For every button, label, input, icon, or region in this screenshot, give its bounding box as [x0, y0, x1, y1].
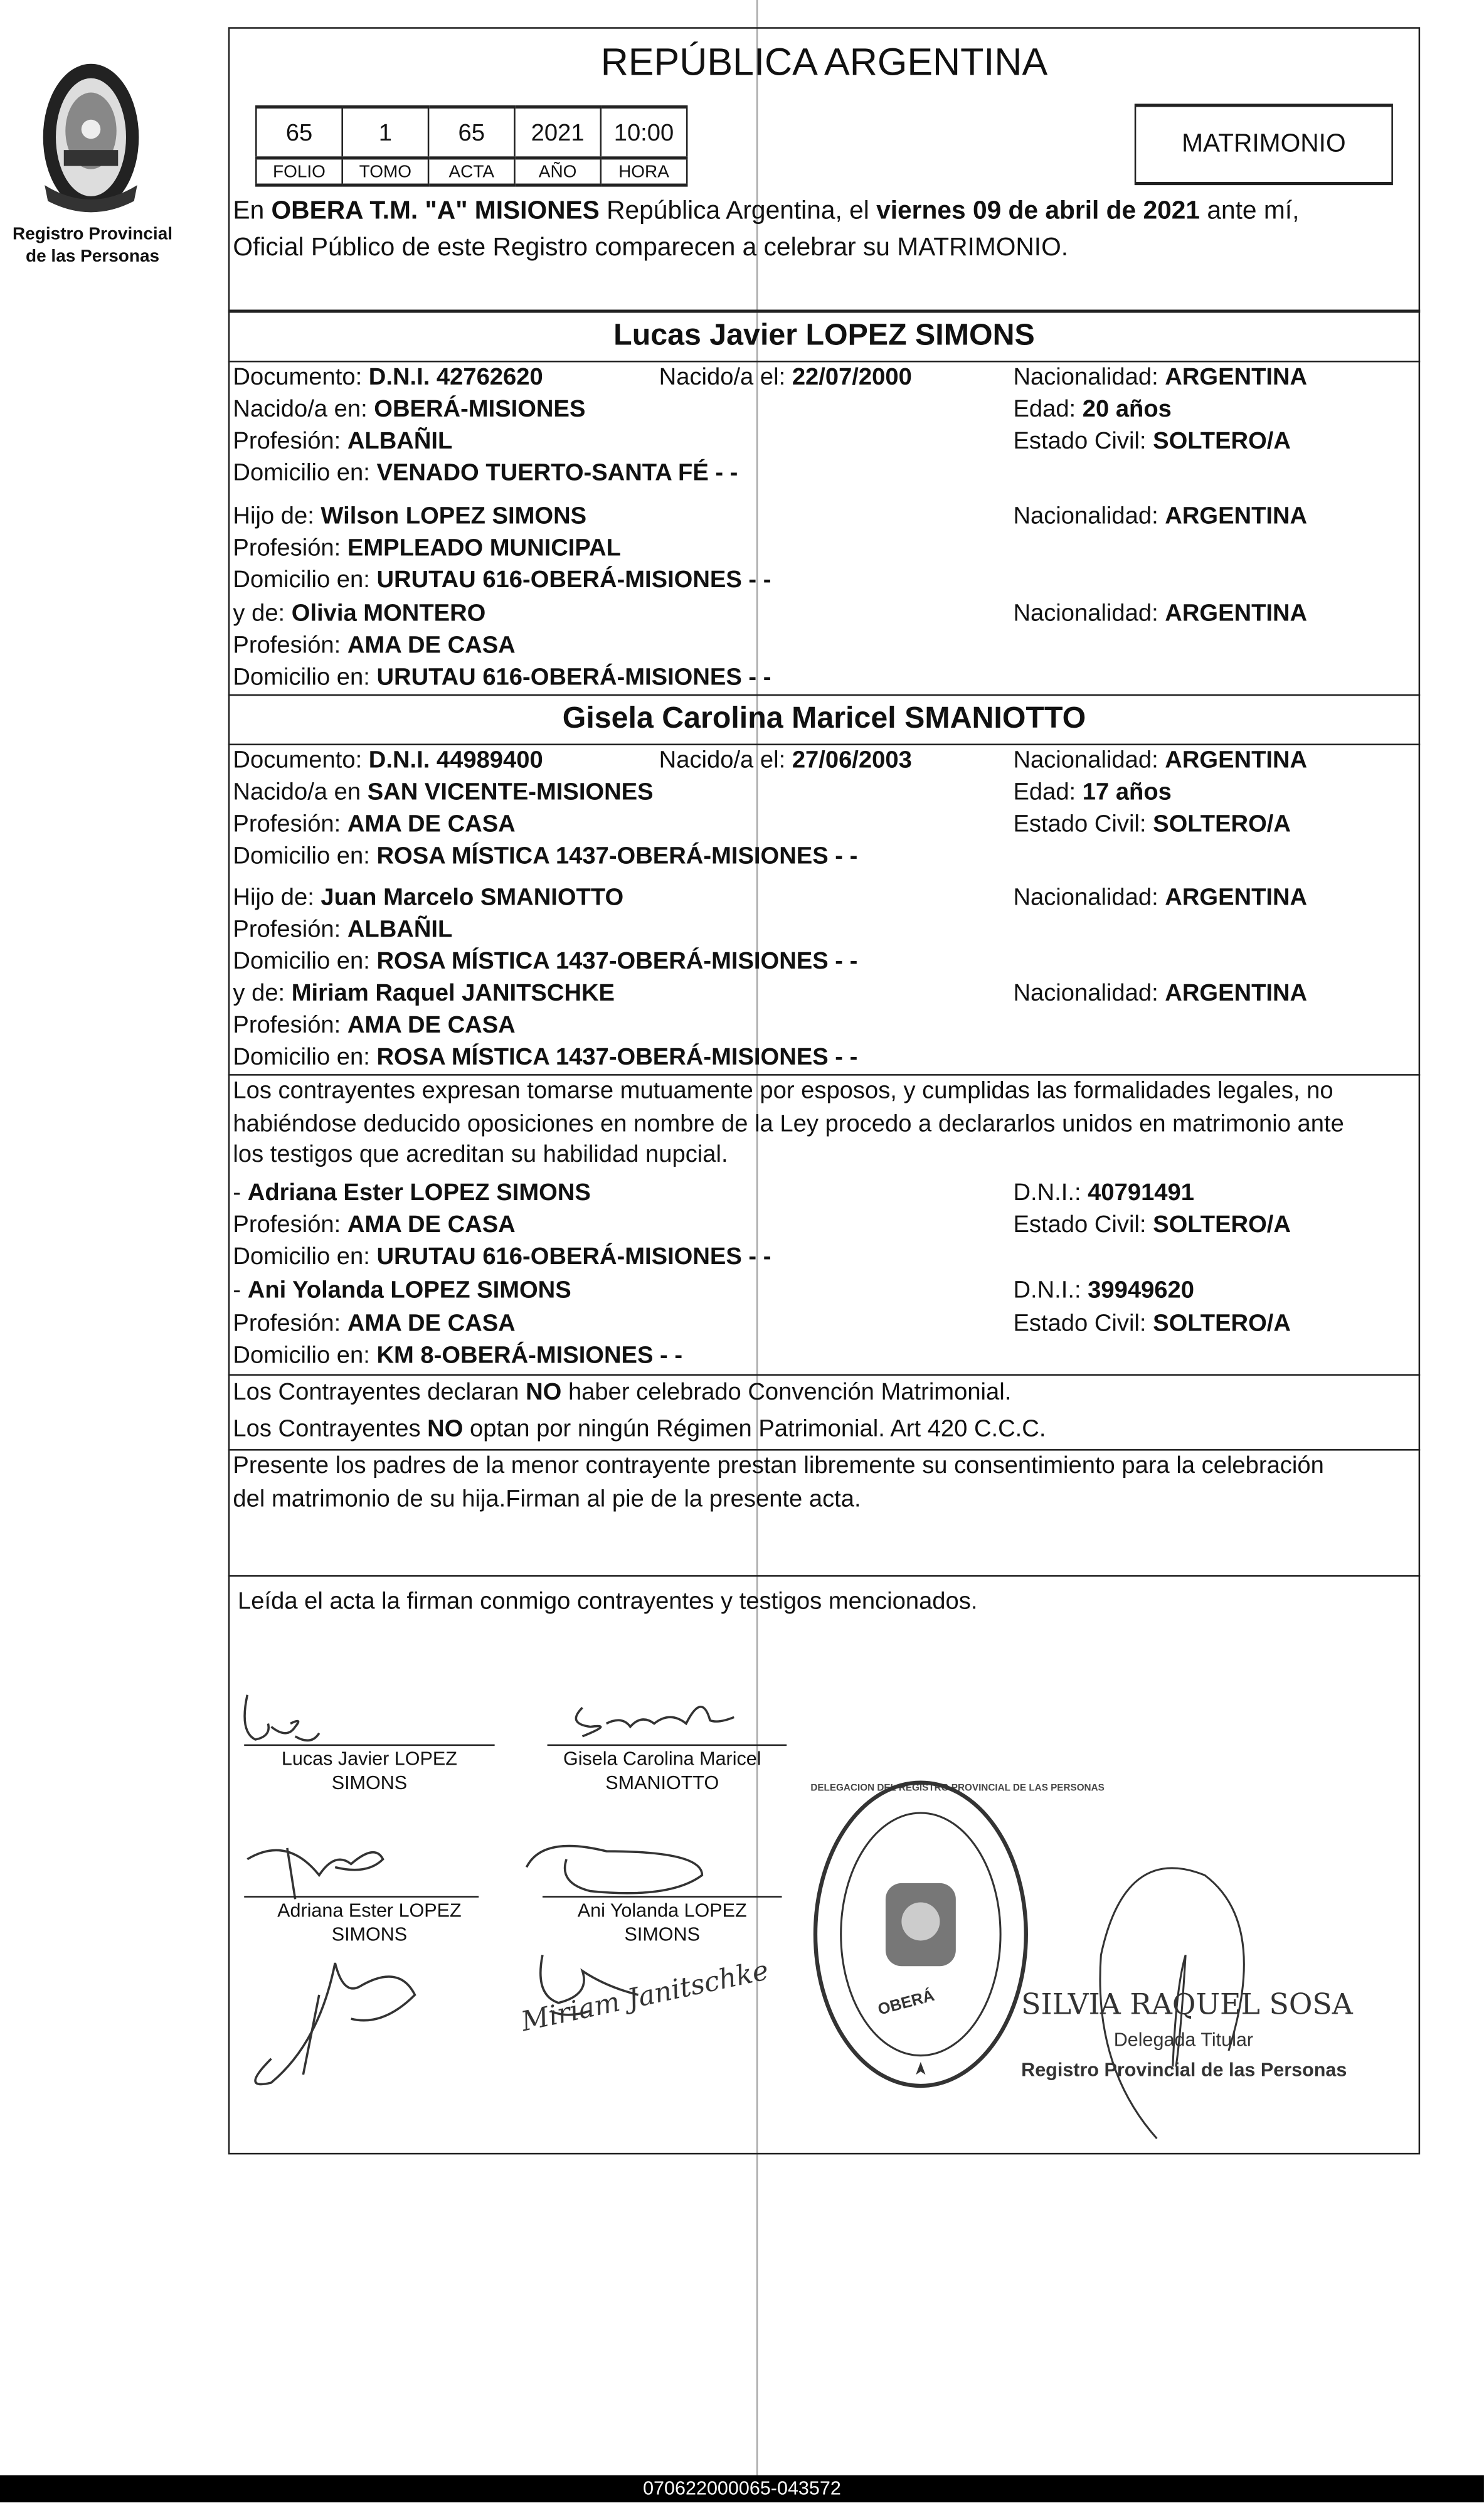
consent-line-1: Presente los padres de la menor contrayente prestan libremente su consentimiento para la celebración — [233, 1452, 1324, 1480]
witness-2-profesion: Profesión: AMA DE CASA — [233, 1310, 516, 1337]
convention-line: Los Contrayentes declaran NO haber celebrado Convención Matrimonial. — [233, 1379, 1012, 1406]
bride-domicilio: Domicilio en: ROSA MÍSTICA 1437-OBERÁ-MISIONES - - — [233, 842, 858, 870]
acta-label: ACTA — [428, 158, 514, 185]
regime-line: Los Contrayentes NO optan por ningún Régimen Patrimonial. Art 420 C.C.C. — [233, 1415, 1046, 1443]
declaration-line-1: Los contrayentes expresan tomarse mutuamente por esposos, y cumplidas las formalidades legales, no — [233, 1077, 1333, 1105]
signature-adriana — [247, 1848, 383, 1899]
witness-1-name: - Adriana Ester LOPEZ SIMONS — [233, 1179, 591, 1207]
folio-label: FOLIO — [256, 158, 342, 185]
signature-label-witness-1: Adriana Ester LOPEZ SIMONS — [277, 1899, 462, 1946]
page-title: REPÚBLICA ARGENTINA — [600, 41, 1048, 85]
official-signature — [1061, 1827, 1285, 2147]
barcode-footer — [0, 2475, 1484, 2502]
groom-mother-nacionalidad: Nacionalidad: ARGENTINA — [1013, 600, 1308, 627]
bride-mother: y de: Miriam Raquel JANITSCHKE — [233, 980, 615, 1007]
groom-documento: Documento: D.N.I. 42762620 — [233, 364, 543, 391]
bride-mother-domicilio: Domicilio en: ROSA MÍSTICA 1437-OBERÁ-MISIONES - - — [233, 1043, 858, 1071]
witness-2-dni: D.N.I.: 39949620 — [1013, 1277, 1194, 1304]
act-type-box: MATRIMONIO — [1135, 104, 1393, 185]
bride-nacido-el: Nacido/a el: 27/06/2003 — [659, 747, 912, 774]
anio-label: AÑO — [514, 158, 600, 185]
groom-nacido-el: Nacido/a el: 22/07/2000 — [659, 364, 912, 391]
groom-father-profesion: Profesión: EMPLEADO MUNICIPAL — [233, 534, 621, 562]
consent-line-2: del matrimonio de su hija.Firman al pie de la presente acta. — [233, 1485, 861, 1513]
declaration-line-3: los testigos que acreditan su habilidad nupcial. — [233, 1140, 728, 1169]
bride-father-profesion: Profesión: ALBAÑIL — [233, 916, 453, 943]
read-statement: Leída el acta la firman conmigo contrayentes y testigos mencionados. — [238, 1588, 978, 1615]
registry-name-line2: de las Personas — [25, 247, 160, 267]
groom-father: Hijo de: Wilson LOPEZ SIMONS — [233, 502, 587, 530]
star-icon — [916, 2062, 925, 2075]
witness-2-domicilio: Domicilio en: KM 8-OBERÁ-MISIONES - - — [233, 1342, 683, 1369]
provincial-seal-icon — [23, 58, 160, 217]
declaration-line-2: habiéndose deducido oposiciones en nombre de la Ley procedo a declararlos unidos en matrimonio ante — [233, 1110, 1344, 1138]
registry-name-line1: Registro Provincial — [12, 225, 173, 245]
handwritten-mother-name: Miriam Janitschke — [518, 1955, 772, 2039]
official-name: SILVIA RAQUEL SOSA — [1021, 1988, 1353, 2022]
groom-mother-domicilio: Domicilio en: URUTAU 616-OBERÁ-MISIONES - - — [233, 664, 771, 691]
bride-mother-nacionalidad: Nacionalidad: ARGENTINA — [1013, 980, 1308, 1007]
groom-nacionalidad: Nacionalidad: ARGENTINA — [1013, 364, 1308, 391]
signature-father — [255, 1963, 415, 2084]
anio-value: 2021 — [514, 107, 600, 157]
groom-estado-civil: Estado Civil: SOLTERO/A — [1013, 427, 1291, 455]
bride-name-header: Gisela Carolina Maricel SMANIOTTO — [562, 702, 1086, 736]
signature-label-bride: Gisela Carolina Maricel SMANIOTTO — [563, 1747, 761, 1794]
tomo-value: 1 — [342, 107, 428, 157]
intro-line-2: Oficial Público de este Registro comparecen a celebrar su MATRIMONIO. — [233, 234, 1069, 262]
official-office: Registro Provincial de las Personas — [1021, 2058, 1347, 2081]
bride-profesion: Profesión: AMA DE CASA — [233, 810, 516, 838]
groom-mother: y de: Olivia MONTERO — [233, 600, 486, 627]
bride-estado-civil: Estado Civil: SOLTERO/A — [1013, 810, 1291, 838]
bride-nacionalidad: Nacionalidad: ARGENTINA — [1013, 747, 1308, 774]
signature-ani — [527, 1846, 702, 1893]
official-stamp — [806, 1775, 1105, 2094]
folio-value: 65 — [256, 107, 342, 157]
registry-logo — [23, 58, 160, 217]
acta-value: 65 — [428, 107, 514, 157]
stamp-ring-text: DELEGACION DEL REGISTRO PROVINCIAL DE LAS PERSONAS — [810, 1784, 1105, 1794]
bride-mother-profesion: Profesión: AMA DE CASA — [233, 1011, 516, 1039]
signature-label-witness-2: Ani Yolanda LOPEZ SIMONS — [577, 1899, 747, 1946]
bride-edad: Edad: 17 años — [1013, 779, 1172, 806]
hora-label: HORA — [601, 158, 687, 185]
groom-father-domicilio: Domicilio en: URUTAU 616-OBERÁ-MISIONES - - — [233, 566, 771, 594]
tomo-label: TOMO — [342, 158, 428, 185]
bride-father: Hijo de: Juan Marcelo SMANIOTTO — [233, 884, 624, 911]
official-role: Delegada Titular — [1113, 2028, 1254, 2051]
witness-1-profesion: Profesión: AMA DE CASA — [233, 1211, 516, 1239]
witness-1-dni: D.N.I.: 40791491 — [1013, 1179, 1194, 1207]
stamp-center-text: OBERÁ — [876, 1987, 937, 2020]
groom-nacido-en: Nacido/a en: OBERÁ-MISIONES — [233, 395, 586, 423]
groom-domicilio: Domicilio en: VENADO TUERTO-SANTA FÉ - - — [233, 459, 738, 487]
signature-gisela — [576, 1707, 734, 1736]
witness-2-estado: Estado Civil: SOLTERO/A — [1013, 1310, 1291, 1337]
bride-father-domicilio: Domicilio en: ROSA MÍSTICA 1437-OBERÁ-MISIONES - - — [233, 948, 858, 975]
signature-label-groom: Lucas Javier LOPEZ SIMONS — [281, 1747, 457, 1794]
folio-table — [255, 105, 687, 187]
hora-value: 10:00 — [601, 107, 687, 157]
groom-edad: Edad: 20 años — [1013, 395, 1172, 423]
document-number: 070622000065-043572 — [643, 2477, 841, 2499]
bride-father-nacionalidad: Nacionalidad: ARGENTINA — [1013, 884, 1308, 911]
bride-nacido-en: Nacido/a en SAN VICENTE-MISIONES — [233, 779, 654, 806]
witness-2-name: - Ani Yolanda LOPEZ SIMONS — [233, 1277, 571, 1304]
signature-lucas — [245, 1695, 319, 1741]
groom-name-header: Lucas Javier LOPEZ SIMONS — [613, 319, 1035, 353]
witness-1-estado: Estado Civil: SOLTERO/A — [1013, 1211, 1291, 1239]
bride-documento: Documento: D.N.I. 44989400 — [233, 747, 543, 774]
groom-profesion: Profesión: ALBAÑIL — [233, 427, 453, 455]
intro-line-1: En OBERA T.M. "A" MISIONES República Argentina, el viernes 09 de abril de 2021 ante mí, — [233, 198, 1300, 225]
groom-mother-profesion: Profesión: AMA DE CASA — [233, 632, 516, 659]
groom-father-nacionalidad: Nacionalidad: ARGENTINA — [1013, 502, 1308, 530]
witness-1-domicilio: Domicilio en: URUTAU 616-OBERÁ-MISIONES - - — [233, 1243, 771, 1271]
